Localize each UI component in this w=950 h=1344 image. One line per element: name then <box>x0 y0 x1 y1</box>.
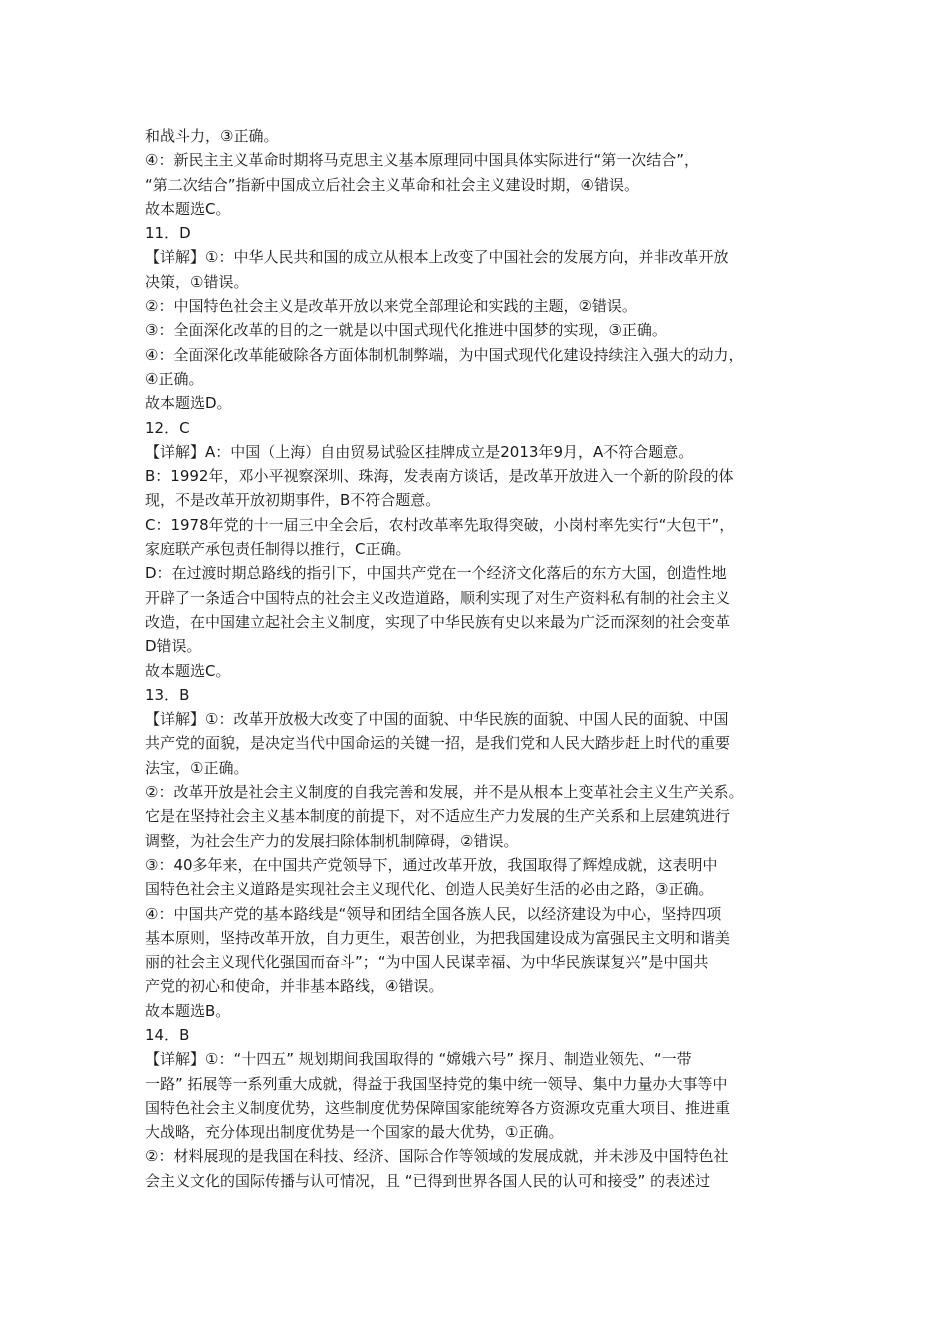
text-line: ②：材料展现的是我国在科技、经济、国际合作等领域的发展成就，并未涉及中国特色社 <box>145 1147 729 1166</box>
text-line: 它是在坚持社会主义基本制度的前提下，对不适应生产力发展的生产关系和上层建筑进行 <box>145 807 731 826</box>
text-line: D错误。 <box>145 637 202 656</box>
text-line: 调整，为社会生产力的发展扫除体制机制障碍，②错误。 <box>145 831 519 850</box>
text-line: 家庭联产承包责任制得以推行，C正确。 <box>145 540 411 559</box>
text-line: 【详解】A：中国（上海）自由贸易试验区挂牌成立是2013年9月，A不符合题意。 <box>145 442 694 461</box>
text-line: B：1992年，邓小平视察深圳、珠海，发表南方谈话，是改革开放进入一个新的阶段的体 <box>145 467 734 486</box>
text-line: 产党的初心和使命，并非基本路线，④错误。 <box>145 977 444 996</box>
text-line: 改造，在中国建立起社会主义制度，实现了中华民族有史以来最为广泛而深刻的社会变革 <box>145 612 731 631</box>
text-line: 法宝，①正确。 <box>145 758 249 777</box>
text-line: ②：改革开放是社会主义制度的自我完善和发展，并不是从根本上变革社会主义生产关系。 <box>145 783 744 802</box>
text-line: 13．B <box>145 685 190 704</box>
text-line: ④正确。 <box>145 369 204 388</box>
text-line: 大战略，充分体现出制度优势是一个国家的最大优势，①正确。 <box>145 1123 564 1142</box>
text-line: 14．B <box>145 1025 190 1044</box>
text-line: ②：中国特色社会主义是改革开放以来党全部理论和实践的主题，②错误。 <box>145 297 637 316</box>
text-line: 和战斗力，③正确。 <box>145 127 279 145</box>
text-line: 现，不是改革开放初期事件，B不符合题意。 <box>145 491 441 510</box>
text-line: ③：40多年来，在中国共产党领导下，通过改革开放，我国取得了辉煌成就，这表明中 <box>145 855 718 874</box>
text-line: 故本题选D。 <box>145 394 232 413</box>
text-line: 共产党的面貌，是决定当代中国命运的关键一招，是我们党和人民大踏步赶上时代的重要 <box>145 734 731 753</box>
text-line: 决策，①错误。 <box>145 272 249 291</box>
text-line: 会主义文化的国际传播与认可情况，且 “已得到世界各国人民的认可和接受” 的表述过 <box>145 1171 711 1190</box>
text-line: 【详解】①：“十四五” 规划期间我国取得的 “嫦娥六号” 探月、制造业领先、“一带 <box>145 1050 692 1069</box>
text-line: ③：全面深化改革的目的之一就是以中国式现代化推进中国梦的实现，③正确。 <box>145 321 667 340</box>
text-line: 【详解】①：改革开放极大改变了中国的面貌、中华民族的面貌、中国人民的面貌、中国 <box>145 710 729 729</box>
text-line: 一路” 拓展等一系列重大成就，得益于我国坚持党的集中统一领导、集中力量办大事等中 <box>145 1074 728 1093</box>
document-body <box>145 124 817 1193</box>
text-line: “第二次结合”指新中国成立后社会主义革命和社会主义建设时期，④错误。 <box>145 175 639 194</box>
text-line: ④：全面深化改革能破除各方面体制机制弊端，为中国式现代化建设持续注入强大的动力， <box>145 345 744 364</box>
text-line: 11．D <box>145 224 191 243</box>
text-line: 【详解】①：中华人民共和国的成立从根本上改变了中国社会的发展方向，并非改革开放 <box>145 248 729 267</box>
text-line: C：1978年党的十一届三中全会后，农村改革率先取得突破，小岗村率先实行“大包干”， <box>145 515 735 534</box>
text-line: ④：新民主主义革命时期将马克思主义基本原理同中国具体实际进行“第一次结合”， <box>145 151 699 170</box>
text-line: 故本题选C。 <box>145 199 231 218</box>
text-line: 国特色社会主义道路是实现社会主义现代化、创造人民美好生活的必由之路，③正确。 <box>145 880 714 899</box>
text-line: 丽的社会主义现代化强国而奋斗”；“为中国人民谋幸福、为中华民族谋复兴”是中国共 <box>145 953 709 972</box>
text-line: ④：中国共产党的基本路线是“领导和团结全国各族人民，以经济建设为中心，坚持四项 <box>145 904 722 923</box>
text-line: 故本题选B。 <box>145 1001 231 1020</box>
text-line: 开辟了一条适合中国特点的社会主义改造道路，顺利实现了对生产资料私有制的社会主义 <box>145 588 731 607</box>
text-line: 基本原则，坚持改革开放，自力更生，艰苦创业，为把我国建设成为富强民主文明和谐美 <box>145 928 731 947</box>
text-line: D：在过渡时期总路线的指引下，中国共产党在一个经济文化落后的东方大国，创造性地 <box>145 564 727 583</box>
text-line: 国特色社会主义制度优势，这些制度优势保障国家能统筹各方资源攻克重大项目、推进重 <box>145 1098 731 1117</box>
text-line: 故本题选C。 <box>145 661 231 680</box>
text-line: 12．C <box>145 418 190 437</box>
